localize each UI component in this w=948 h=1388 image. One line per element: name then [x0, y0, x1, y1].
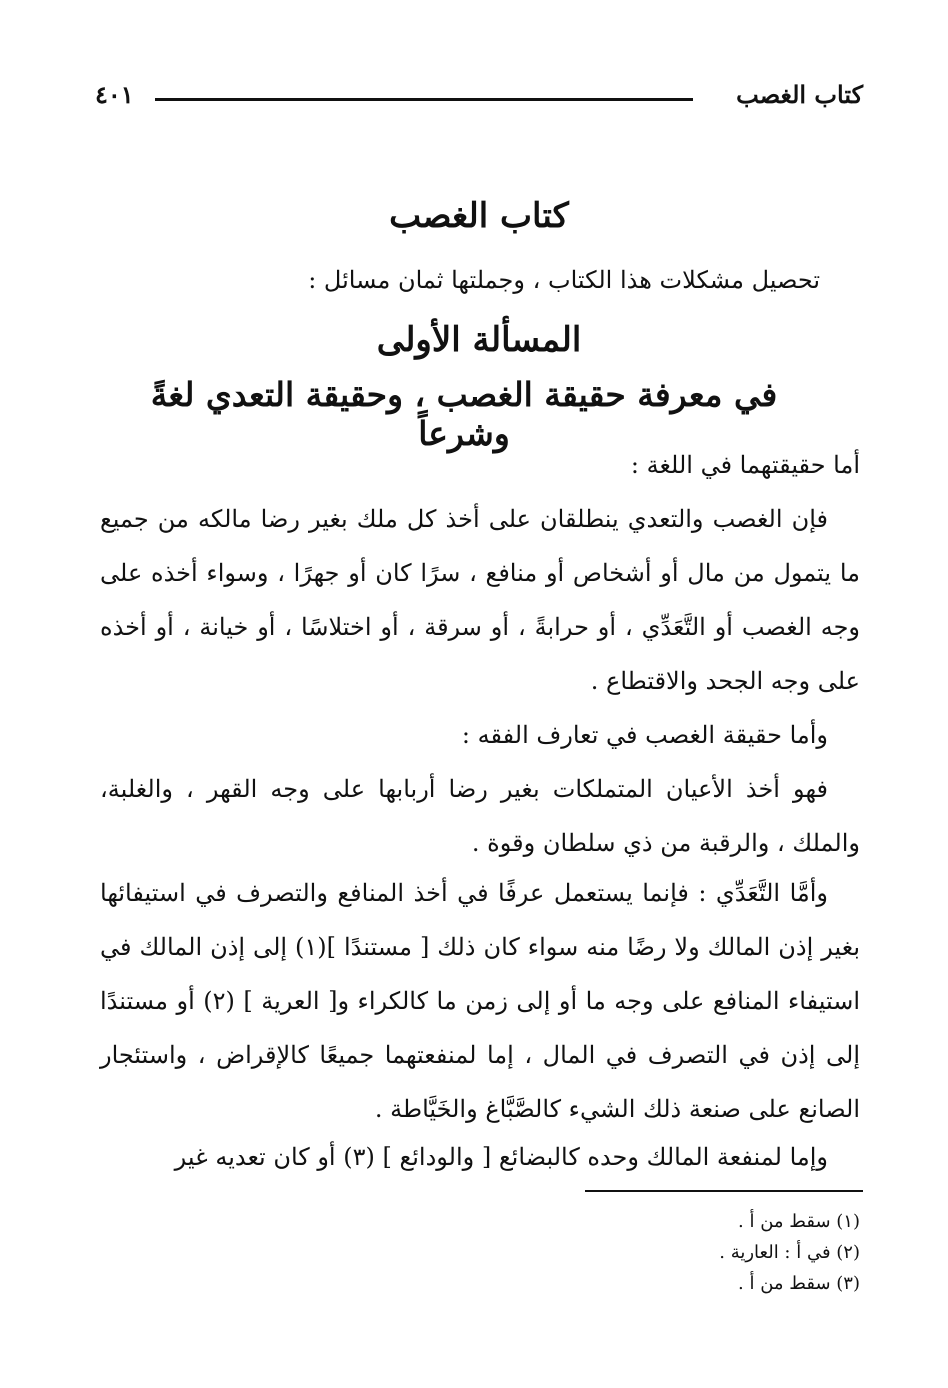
footnote-1: (١) سقط من أ .	[738, 1211, 860, 1232]
paragraph-language-definition: فإن الغصب والتعدي ينطلقان على أخذ كل ملك بغير رضا مالكه من جميع ما يتمول من مال أو أشخاص أو منافع ، سرًا كان أو جهرًا ، وسواء أخذه على وجه الغصب أو التَّعَدِّي ، أو حرابةً ، أو سرقة ، أو اختلاسًا ، أو خيانة ، أو أخذه على وجه الجحد والاقتطاع .	[100, 505, 860, 695]
page-number: ٤٠١	[95, 80, 134, 109]
intro-line: تحصيل مشكلات هذا الكتاب ، وجملتها ثمان مسائل :	[308, 266, 820, 294]
paragraph-continuation: وإما لمنفعة المالك وحده كالبضائع [ والودائع ] (٣) أو كان تعديه غير	[174, 1143, 828, 1171]
footnote-2: (٢) في أ : العارية .	[719, 1242, 860, 1263]
paragraph-language-heading: أما حقيقتهما في اللغة :	[630, 451, 860, 479]
running-header	[95, 80, 863, 120]
issue-subtitle: في معرفة حقيقة الغصب ، وحقيقة التعدي لغةً وشرعاً	[150, 375, 778, 453]
header-rule	[155, 98, 693, 101]
paragraph-taaddi: وأمَّا التَّعَدِّي : فإنما يستعمل عرفًا في أخذ المنافع والتصرف في استيفائها بغير إذن المالك ولا رضًا منه سواء كان ذلك [ مستندًا ](١) إلى إذن المالك في استيفاء المنافع على وجه ما أو إلى زمن ما كالكراء و[ العرية ] (٢) أو مستندًا إلى إذن في التصرف في المال ، إما لمنفعتهما جميعًا كالإقراض ، واستئجار الصانع على صنعة ذلك الشيء كالصَّبَّاغ والخَيَّاطة .	[100, 879, 860, 1123]
paragraph-fiqh-heading: وأما حقيقة الغصب في تعارف الفقه :	[461, 721, 828, 749]
running-title: كتاب الغصب	[736, 80, 863, 109]
book-title: كتاب الغصب	[389, 196, 569, 236]
footnote-3: (٣) سقط من أ .	[738, 1273, 860, 1294]
footnote-rule	[585, 1190, 863, 1192]
paragraph-fiqh-definition: فهو أخذ الأعيان المتملكات بغير رضا أربابها على وجه القهر ، والغلبة، والملك ، والرقبة من ذي سلطان وقوة .	[100, 775, 860, 857]
issue-title: المسألة الأولى	[376, 320, 582, 360]
footnotes	[719, 1206, 860, 1299]
